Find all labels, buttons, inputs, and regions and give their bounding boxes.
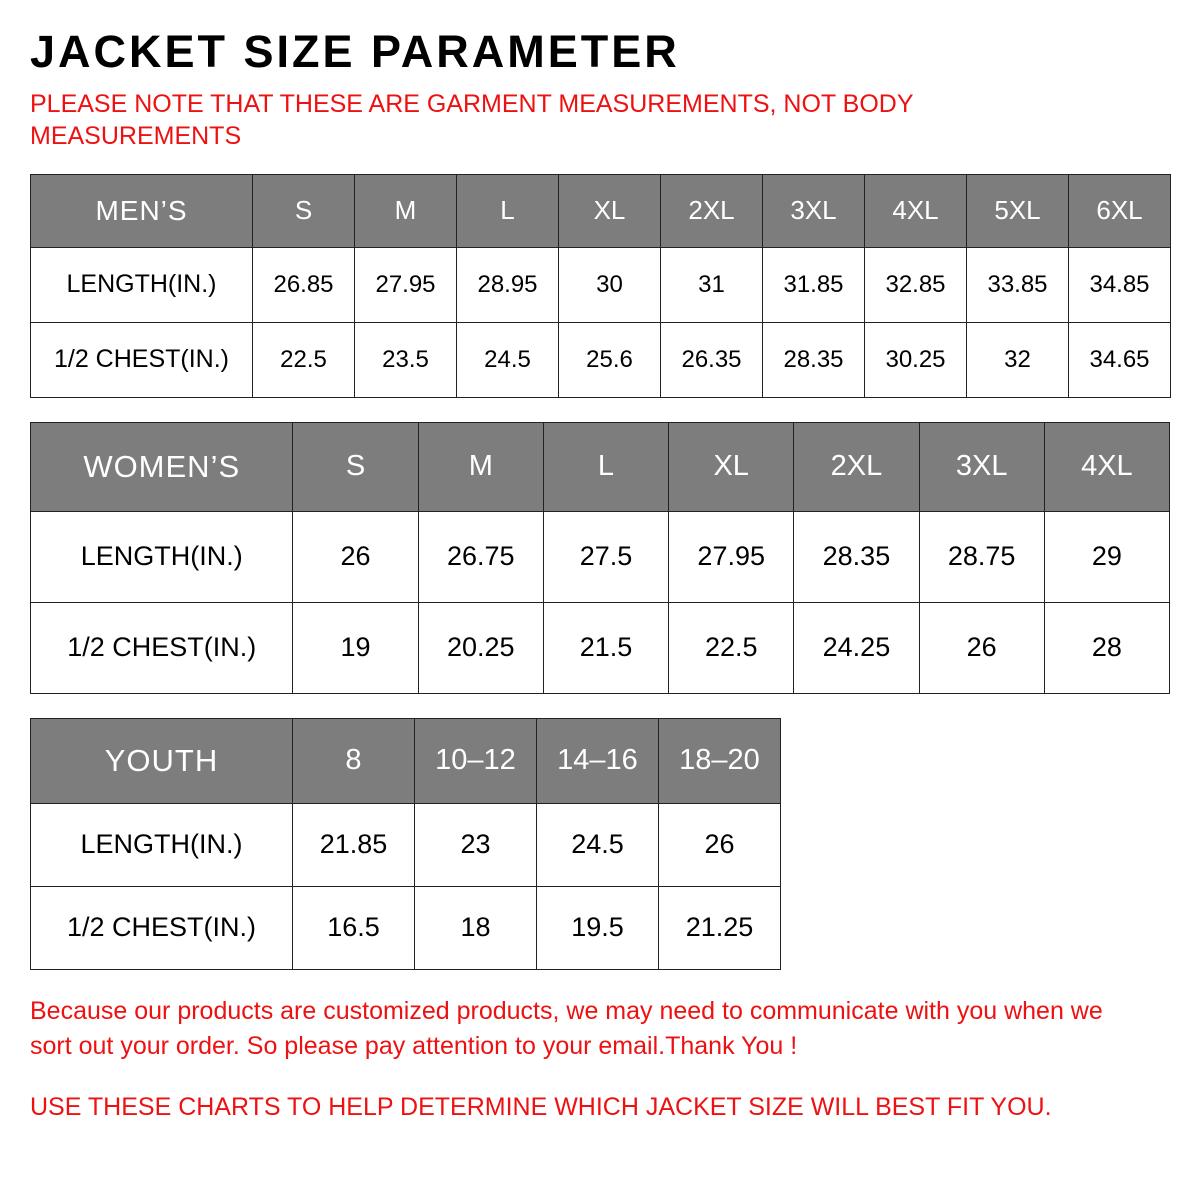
table-cell: 30.25 — [865, 322, 967, 397]
table-cell: 24.5 — [457, 322, 559, 397]
table-cell: 24.25 — [794, 602, 919, 693]
row-label: LENGTH(IN.) — [31, 247, 253, 322]
table-cell: 24.5 — [537, 803, 659, 886]
column-header-size: 4XL — [865, 174, 967, 247]
row-label: 1/2 CHEST(IN.) — [31, 602, 293, 693]
column-header-size: XL — [669, 422, 794, 511]
table-cell: 26 — [659, 803, 781, 886]
table-cell: 19 — [293, 602, 418, 693]
table-cell: 21.85 — [293, 803, 415, 886]
column-header-size: 10–12 — [415, 718, 537, 803]
page-title: JACKET SIZE PARAMETER — [30, 26, 680, 77]
table-row — [31, 803, 781, 886]
table-cell: 30 — [559, 247, 661, 322]
table-cell: 32.85 — [865, 247, 967, 322]
table-cell: 29 — [1044, 511, 1169, 602]
table-cell: 22.5 — [669, 602, 794, 693]
table-cell: 28.35 — [794, 511, 919, 602]
column-header-size: L — [543, 422, 668, 511]
table-row — [31, 886, 781, 969]
table-cell: 27.95 — [669, 511, 794, 602]
column-header-size: 14–16 — [537, 718, 659, 803]
table-header-row — [31, 718, 781, 803]
customization-notice: Because our products are customized products, we may need to communicate with you when we sort out your order. So please pay attention to your email.Thank You ! — [30, 996, 1103, 1061]
column-header-size: 8 — [293, 718, 415, 803]
row-label: 1/2 CHEST(IN.) — [31, 322, 253, 397]
table-row — [31, 511, 1170, 602]
table-cell: 26 — [919, 602, 1044, 693]
row-label: LENGTH(IN.) — [31, 803, 293, 886]
row-label: 1/2 CHEST(IN.) — [31, 886, 293, 969]
table-cell: 31 — [661, 247, 763, 322]
womens-table-label: WOMEN’S — [31, 422, 293, 511]
table-cell: 28.95 — [457, 247, 559, 322]
table-cell: 22.5 — [253, 322, 355, 397]
garment-measurement-note: PLEASE NOTE THAT THESE ARE GARMENT MEASUREMENTS, NOT BODY MEASUREMENTS — [30, 89, 914, 150]
youth-table-label: YOUTH — [31, 718, 293, 803]
table-cell: 26.85 — [253, 247, 355, 322]
column-header-size: 6XL — [1069, 174, 1171, 247]
column-header-size: 3XL — [919, 422, 1044, 511]
column-header-size: S — [293, 422, 418, 511]
table-cell: 26.75 — [418, 511, 543, 602]
column-header-size: 5XL — [967, 174, 1069, 247]
table-cell: 27.95 — [355, 247, 457, 322]
table-row — [31, 322, 1171, 397]
chart-usage-notice: USE THESE CHARTS TO HELP DETERMINE WHICH JACKET SIZE WILL BEST FIT YOU. — [30, 1092, 1052, 1121]
table-cell: 25.6 — [559, 322, 661, 397]
womens-size-table — [30, 422, 1170, 694]
table-cell: 28 — [1044, 602, 1169, 693]
youth-size-table — [30, 718, 781, 970]
mens-table-label: MEN’S — [31, 174, 253, 247]
table-cell: 32 — [967, 322, 1069, 397]
table-cell: 34.65 — [1069, 322, 1171, 397]
column-header-size: 2XL — [661, 174, 763, 247]
table-cell: 23.5 — [355, 322, 457, 397]
table-cell: 28.75 — [919, 511, 1044, 602]
column-header-size: 2XL — [794, 422, 919, 511]
table-cell: 26 — [293, 511, 418, 602]
column-header-size: XL — [559, 174, 661, 247]
column-header-size: S — [253, 174, 355, 247]
table-cell: 31.85 — [763, 247, 865, 322]
table-cell: 28.35 — [763, 322, 865, 397]
mens-size-table — [30, 174, 1171, 398]
column-header-size: M — [355, 174, 457, 247]
column-header-size: 18–20 — [659, 718, 781, 803]
column-header-size: L — [457, 174, 559, 247]
column-header-size: 3XL — [763, 174, 865, 247]
row-label: LENGTH(IN.) — [31, 511, 293, 602]
table-cell: 18 — [415, 886, 537, 969]
table-row — [31, 247, 1171, 322]
column-header-size: 4XL — [1044, 422, 1169, 511]
table-cell: 27.5 — [543, 511, 668, 602]
table-cell: 19.5 — [537, 886, 659, 969]
table-cell: 16.5 — [293, 886, 415, 969]
column-header-size: M — [418, 422, 543, 511]
table-header-row — [31, 174, 1171, 247]
table-cell: 21.5 — [543, 602, 668, 693]
table-row — [31, 602, 1170, 693]
table-cell: 23 — [415, 803, 537, 886]
table-cell: 34.85 — [1069, 247, 1171, 322]
table-cell: 26.35 — [661, 322, 763, 397]
table-cell: 21.25 — [659, 886, 781, 969]
table-cell: 20.25 — [418, 602, 543, 693]
table-header-row — [31, 422, 1170, 511]
table-cell: 33.85 — [967, 247, 1069, 322]
